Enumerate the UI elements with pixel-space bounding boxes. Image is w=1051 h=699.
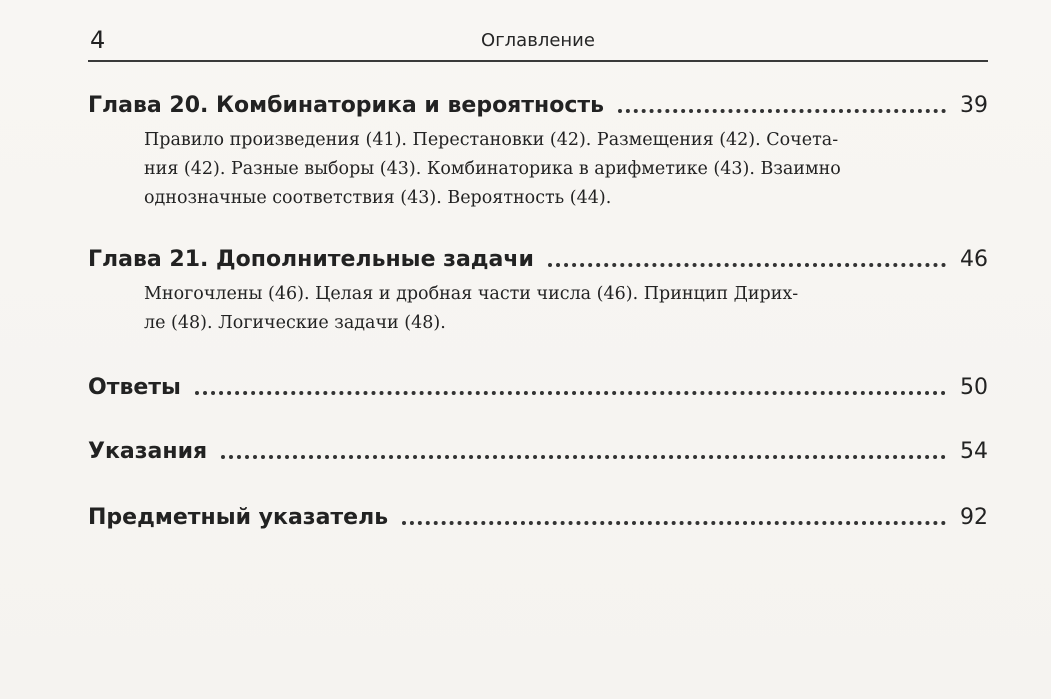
toc-entry-chapter-21 <box>88 240 988 338</box>
dot-leader <box>618 109 946 113</box>
toc-entry-title[interactable]: Указания <box>88 439 208 464</box>
dot-leader <box>548 263 946 267</box>
toc-entry-title[interactable]: Глава 20. Комбинаторика и вероятность <box>88 93 605 118</box>
toc-entry-line <box>88 240 988 276</box>
toc-entry-hints <box>88 432 988 468</box>
dot-leader <box>221 455 946 459</box>
dot-leader <box>402 521 946 525</box>
toc-entry-page[interactable]: 46 <box>960 247 988 272</box>
description-line: ле (48). Логические задачи (48). <box>144 313 446 333</box>
toc-entry-page[interactable]: 54 <box>960 439 988 464</box>
page-number: 4 <box>90 26 106 54</box>
toc-entry-line <box>88 368 988 404</box>
page-header <box>88 24 988 62</box>
toc-entry-title[interactable]: Предметный указатель <box>88 505 389 530</box>
description-line: ния (42). Разные выборы (43). Комбинаторика в арифметике (43). Взаимно <box>144 159 841 179</box>
dot-leader <box>195 391 946 395</box>
toc-entry-answers <box>88 368 988 404</box>
toc-entry-description <box>144 280 894 338</box>
toc-entry-line <box>88 86 988 122</box>
toc-entry-page[interactable]: 39 <box>960 93 988 118</box>
description-line: Правило произведения (41). Перестановки (42). Размещения (42). Сочета- <box>144 130 839 150</box>
description-line: Многочлены (46). Целая и дробная части числа (46). Принцип Дирих- <box>144 284 799 304</box>
toc-entry-subject-index <box>88 498 988 534</box>
running-head: Оглавление <box>481 30 595 51</box>
toc-entry-line <box>88 432 988 468</box>
toc-entry-description <box>144 126 894 213</box>
toc-entry-line <box>88 498 988 534</box>
toc-entry-page[interactable]: 50 <box>960 375 988 400</box>
toc-entry-title[interactable]: Глава 21. Дополнительные задачи <box>88 247 534 272</box>
toc-entry-chapter-20 <box>88 86 988 213</box>
description-line: однозначные соответствия (43). Вероятность (44). <box>144 188 612 208</box>
toc-entry-page[interactable]: 92 <box>960 505 988 530</box>
toc-entry-title[interactable]: Ответы <box>88 375 181 400</box>
